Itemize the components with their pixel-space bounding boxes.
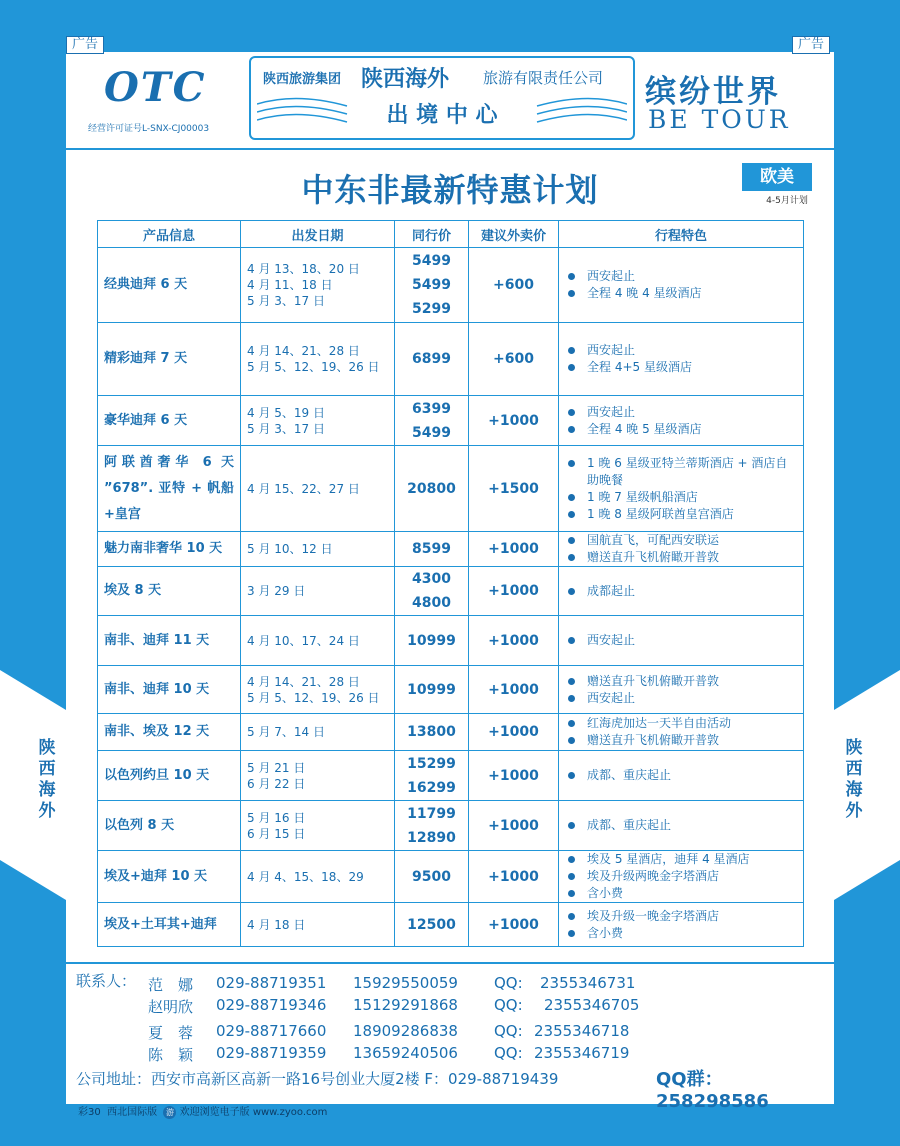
price-line: 5499 xyxy=(412,277,451,293)
feature-item xyxy=(565,359,797,376)
feature-text: 含小费 xyxy=(587,886,624,900)
departure-dates xyxy=(241,446,395,532)
table-row xyxy=(98,248,804,323)
feature-text: 埃及 5 星酒店，迪拜 4 星酒店 xyxy=(587,852,750,866)
product-name: 南非、迪拜 10 天 xyxy=(98,666,241,714)
contact-qq: 2355346705 xyxy=(544,996,640,1014)
table-row xyxy=(98,851,804,903)
price-line: 5499 xyxy=(412,253,451,269)
suggested-sale: +1000 xyxy=(469,666,559,714)
feature-item xyxy=(565,715,797,732)
feature-text: 含小费 xyxy=(587,925,624,940)
departure-dates xyxy=(241,567,395,616)
bullet-icon xyxy=(568,273,575,280)
suggested-sale: +1000 xyxy=(469,532,559,567)
peer-price xyxy=(395,751,469,801)
product-name: 南非、埃及 12 天 xyxy=(98,714,241,751)
feature-item xyxy=(565,489,797,506)
feature-item xyxy=(565,732,797,749)
bullet-icon xyxy=(568,772,575,779)
group-name: 陕西旅游集团 xyxy=(263,72,342,87)
tour-table xyxy=(97,220,804,947)
product-name: 精彩迪拜 7 天 xyxy=(98,323,241,396)
product-name: 以色列 8 天 xyxy=(98,801,241,851)
bullet-icon xyxy=(568,554,575,561)
bullet-icon xyxy=(568,290,575,297)
feature-item xyxy=(565,632,797,649)
contact-qq-label: QQ: xyxy=(494,996,523,1014)
date-line: 4 月 10、17、24 日 xyxy=(247,633,360,648)
company-box xyxy=(249,56,635,140)
contacts-section xyxy=(66,962,834,1112)
date-line: 5 月 5、12、19、26 日 xyxy=(247,690,380,705)
feature-item xyxy=(565,817,797,834)
bullet-icon xyxy=(568,913,575,920)
contact-name: 陈 颖 xyxy=(148,1046,194,1064)
price-line: 10999 xyxy=(407,632,456,649)
itinerary-features xyxy=(559,751,804,801)
table-row xyxy=(98,323,804,396)
contact-name: 范 娜 xyxy=(148,976,194,994)
itinerary-features xyxy=(559,532,804,567)
feature-item xyxy=(565,268,797,285)
feature-text: 国航直飞，可配西安联运 xyxy=(587,533,720,547)
product-name: 豪华迪拜 6 天 xyxy=(98,396,241,446)
otc-logo: OTC xyxy=(104,64,207,111)
date-line: 4 月 4、15、18、29 xyxy=(247,869,364,884)
company-tail: 旅游有限责任公司 xyxy=(483,69,604,87)
date-line: 4 月 14、21、28 日 xyxy=(247,674,360,689)
table-row xyxy=(98,567,804,616)
price-line: 12500 xyxy=(407,916,456,933)
bullet-icon xyxy=(568,537,575,544)
feature-text: 全程 4 晚 4 星级酒店 xyxy=(587,286,702,300)
ad-label-right: 广告 xyxy=(792,36,830,54)
feature-text: 埃及升级一晚金字塔酒店 xyxy=(587,908,720,923)
bullet-icon xyxy=(568,737,575,744)
contact-mobile: 18909286838 xyxy=(353,1022,458,1040)
col-price: 同行价 xyxy=(395,221,469,248)
suggested-sale: +1000 xyxy=(469,567,559,616)
bullet-icon xyxy=(568,695,575,702)
feature-item xyxy=(565,767,797,784)
suggested-sale: +1000 xyxy=(469,903,559,947)
feature-item xyxy=(565,925,797,942)
contact-qq: 2355346719 xyxy=(534,1044,630,1062)
price-line: 12890 xyxy=(407,829,456,846)
peer-price xyxy=(395,396,469,446)
col-product: 产品信息 xyxy=(98,221,241,248)
departure-dates xyxy=(241,851,395,903)
suggested-sale: +1500 xyxy=(469,446,559,532)
page-number: 彩30 xyxy=(78,1107,101,1118)
brand-cn: 缤纷世界 xyxy=(645,74,781,110)
feature-text: 全程 4 晚 5 星级酒店 xyxy=(587,421,702,436)
departure-dates xyxy=(241,801,395,851)
peer-price xyxy=(395,903,469,947)
contact-tel: 029-88719351 xyxy=(216,974,327,992)
feature-item xyxy=(565,506,797,523)
contact-qq-label: QQ: xyxy=(494,1022,523,1040)
table-row xyxy=(98,446,804,532)
col-sale: 建议外卖价 xyxy=(469,221,559,248)
bullet-icon xyxy=(568,856,575,863)
price-line: 10999 xyxy=(407,681,456,698)
date-line: 5 月 7、14 日 xyxy=(247,725,325,739)
contact-name: 夏 蓉 xyxy=(148,1024,194,1042)
date-line: 6 月 22 日 xyxy=(247,776,306,791)
contact-name: 赵明欣 xyxy=(148,998,194,1016)
price-line: 16299 xyxy=(407,779,456,796)
date-line: 4 月 14、21、28 日 xyxy=(247,344,360,358)
feature-item xyxy=(565,908,797,925)
peer-price xyxy=(395,616,469,666)
feature-item xyxy=(565,868,797,885)
col-dates: 出发日期 xyxy=(241,221,395,248)
feature-item xyxy=(565,421,797,438)
price-line: 6399 xyxy=(412,400,451,417)
page-footer xyxy=(78,1103,327,1119)
date-line: 5 月 5、12、19、26 日 xyxy=(247,360,380,374)
peer-price xyxy=(395,567,469,616)
feature-item xyxy=(565,583,797,600)
product-name: 经典迪拜 6 天 xyxy=(98,248,241,323)
peer-price xyxy=(395,666,469,714)
itinerary-features xyxy=(559,396,804,446)
price-line: 11799 xyxy=(407,805,456,822)
date-line: 4 月 15、22、27 日 xyxy=(247,481,360,496)
peer-price xyxy=(395,801,469,851)
brand-en: BE TOUR xyxy=(648,105,791,134)
departure-dates xyxy=(241,396,395,446)
table-row xyxy=(98,903,804,947)
contact-mobile: 15929550059 xyxy=(353,974,458,992)
feature-item xyxy=(565,549,797,566)
price-line: 6899 xyxy=(412,351,451,367)
table-header xyxy=(98,221,804,248)
product-name: 以色列约旦 10 天 xyxy=(98,751,241,801)
feature-item xyxy=(565,690,797,707)
peer-price xyxy=(395,248,469,323)
date-line: 5 月 16 日 xyxy=(247,810,306,825)
date-line: 6 月 15 日 xyxy=(247,826,306,841)
contact-qq-label: QQ: xyxy=(494,974,523,992)
feature-text: 埃及升级两晚金字塔酒店 xyxy=(587,869,720,883)
contact-qq-label: QQ: xyxy=(494,1044,523,1062)
table-row xyxy=(98,714,804,751)
footer-seal-icon: 游 xyxy=(163,1106,176,1119)
itinerary-features xyxy=(559,567,804,616)
suggested-sale: +1000 xyxy=(469,801,559,851)
itinerary-features xyxy=(559,616,804,666)
table-row xyxy=(98,801,804,851)
itinerary-features xyxy=(559,666,804,714)
peer-price xyxy=(395,851,469,903)
peer-price xyxy=(395,532,469,567)
peer-price xyxy=(395,446,469,532)
peer-price xyxy=(395,714,469,751)
itinerary-features xyxy=(559,714,804,751)
bullet-icon xyxy=(568,511,575,518)
suggested-sale: +1000 xyxy=(469,396,559,446)
departure-dates xyxy=(241,714,395,751)
bullet-icon xyxy=(568,460,575,467)
page-title: 中东非最新特惠计划 xyxy=(301,171,599,209)
feature-item xyxy=(565,455,797,489)
bullet-icon xyxy=(568,409,575,416)
feature-text: 1 晚 7 星级帆船酒店 xyxy=(587,489,698,504)
price-line: 4300 xyxy=(412,571,451,587)
bullet-icon xyxy=(568,364,575,371)
feature-item xyxy=(565,673,797,690)
itinerary-features xyxy=(559,323,804,396)
qq-group: QQ群：258298586 xyxy=(656,1069,769,1112)
feature-text: 成都、重庆起止 xyxy=(587,768,672,782)
feature-text: 1 晚 8 星级阿联酋皇宫酒店 xyxy=(587,506,734,521)
itinerary-features xyxy=(559,903,804,947)
price-line: 8599 xyxy=(412,541,451,557)
feature-text: 赠送直升飞机俯瞰开普敦 xyxy=(587,673,720,688)
departure-dates xyxy=(241,666,395,714)
date-line: 4 月 11、18 日 xyxy=(247,278,333,292)
bullet-icon xyxy=(568,426,575,433)
feature-text: 赠送直升飞机俯瞰开普敦 xyxy=(587,733,720,747)
region-badge: 欧美 xyxy=(742,163,812,191)
price-line: 15299 xyxy=(407,755,456,772)
bullet-icon xyxy=(568,822,575,829)
date-line: 5 月 3、17 日 xyxy=(247,294,325,308)
feature-text: 西安起止 xyxy=(587,343,636,357)
contact-qq: 2355346731 xyxy=(540,974,636,992)
col-features: 行程特色 xyxy=(559,221,804,248)
departure-dates xyxy=(241,248,395,323)
suggested-sale: +1000 xyxy=(469,751,559,801)
welcome-text[interactable]: 欢迎浏览电子版 www.zyoo.com xyxy=(179,1107,328,1118)
suggested-sale: +1000 xyxy=(469,851,559,903)
date-line: 5 月 10、12 日 xyxy=(247,542,333,556)
contact-tel: 029-88719346 xyxy=(216,996,327,1014)
edition-name: 西北国际版 xyxy=(107,1107,158,1118)
table-row xyxy=(98,532,804,567)
departure-dates xyxy=(241,751,395,801)
date-line: 5 月 3、17 日 xyxy=(247,421,325,436)
company-address: 公司地址：西安市高新区高新一路16号创业大厦2楼 F：029-88719439 xyxy=(76,1070,559,1088)
departure-dates xyxy=(241,532,395,567)
feature-text: 西安起止 xyxy=(587,269,636,283)
itinerary-features xyxy=(559,801,804,851)
contact-mobile: 13659240506 xyxy=(353,1044,458,1062)
bullet-icon xyxy=(568,588,575,595)
bullet-icon xyxy=(568,637,575,644)
side-text-right: 陕 西 海 外 xyxy=(845,738,863,821)
table-row xyxy=(98,751,804,801)
contact-mobile: 15129291868 xyxy=(353,996,458,1014)
price-line: 4800 xyxy=(412,595,451,611)
product-name: 阿联酋奢华 6 天 ”678”. 亚特 + 帆船+皇宫 xyxy=(98,446,241,532)
bullet-icon xyxy=(568,930,575,937)
departure-dates xyxy=(241,903,395,947)
table-row xyxy=(98,666,804,714)
feature-item xyxy=(565,404,797,421)
price-line: 5499 xyxy=(412,424,451,441)
departure-dates xyxy=(241,323,395,396)
itinerary-features xyxy=(559,248,804,323)
feature-text: 赠送直升飞机俯瞰开普敦 xyxy=(587,550,720,564)
date-line: 4 月 13、18、20 日 xyxy=(247,262,360,276)
feature-text: 成都起止 xyxy=(587,583,636,598)
feature-item xyxy=(565,851,797,868)
product-name: 南非、迪拜 11 天 xyxy=(98,616,241,666)
date-line: 5 月 21 日 xyxy=(247,760,306,775)
suggested-sale: +1000 xyxy=(469,616,559,666)
feature-text: 红海虎加达一天半自由活动 xyxy=(587,716,732,730)
price-line: 20800 xyxy=(407,480,456,497)
feature-item xyxy=(565,285,797,302)
bullet-icon xyxy=(568,678,575,685)
side-text-left: 陕 西 海 外 xyxy=(38,738,56,821)
date-line: 4 月 18 日 xyxy=(247,917,306,932)
table-row xyxy=(98,396,804,446)
price-line: 9500 xyxy=(412,868,451,885)
ad-label-left: 广告 xyxy=(66,36,104,54)
product-name: 埃及+迪拜 10 天 xyxy=(98,851,241,903)
feature-text: 全程 4+5 星级酒店 xyxy=(587,360,692,374)
suggested-sale: +1000 xyxy=(469,714,559,751)
contacts-label: 联系人： xyxy=(76,972,137,990)
feature-text: 1 晚 6 星级亚特兰蒂斯酒店 + 酒店自助晚餐 xyxy=(587,455,788,487)
license-number: 经营许可证号L-SNX-CJ00003 xyxy=(88,124,210,134)
table-row xyxy=(98,616,804,666)
product-name: 埃及+土耳其+迪拜 xyxy=(98,903,241,947)
price-line: 5299 xyxy=(412,301,451,317)
contact-qq: 2355346718 xyxy=(534,1022,630,1040)
feature-text: 西安起止 xyxy=(587,404,636,419)
price-line: 13800 xyxy=(407,724,456,740)
product-name: 埃及 8 天 xyxy=(98,567,241,616)
feature-item xyxy=(565,342,797,359)
itinerary-features xyxy=(559,851,804,903)
feature-item xyxy=(565,532,797,549)
date-line: 4 月 5、19 日 xyxy=(247,405,325,420)
bullet-icon xyxy=(568,890,575,897)
region-subtitle: 4-5月计划 xyxy=(766,196,808,206)
departure-dates xyxy=(241,616,395,666)
bullet-icon xyxy=(568,720,575,727)
suggested-sale: +600 xyxy=(469,323,559,396)
peer-price xyxy=(395,323,469,396)
product-name: 魅力南非奢华 10 天 xyxy=(98,532,241,567)
company-main: 陕西海外 xyxy=(361,66,450,92)
contact-tel: 029-88717660 xyxy=(216,1022,327,1040)
feature-text: 成都、重庆起止 xyxy=(587,818,672,832)
bullet-icon xyxy=(568,873,575,880)
feature-text: 西安起止 xyxy=(587,690,636,705)
date-line: 3 月 29 日 xyxy=(247,584,306,598)
itinerary-features xyxy=(559,446,804,532)
bullet-icon xyxy=(568,494,575,501)
feature-text: 西安起止 xyxy=(587,633,636,647)
center-name: 出 境 中 心 xyxy=(386,103,498,128)
contact-tel: 029-88719359 xyxy=(216,1044,327,1062)
suggested-sale: +600 xyxy=(469,248,559,323)
feature-item xyxy=(565,885,797,902)
bullet-icon xyxy=(568,347,575,354)
